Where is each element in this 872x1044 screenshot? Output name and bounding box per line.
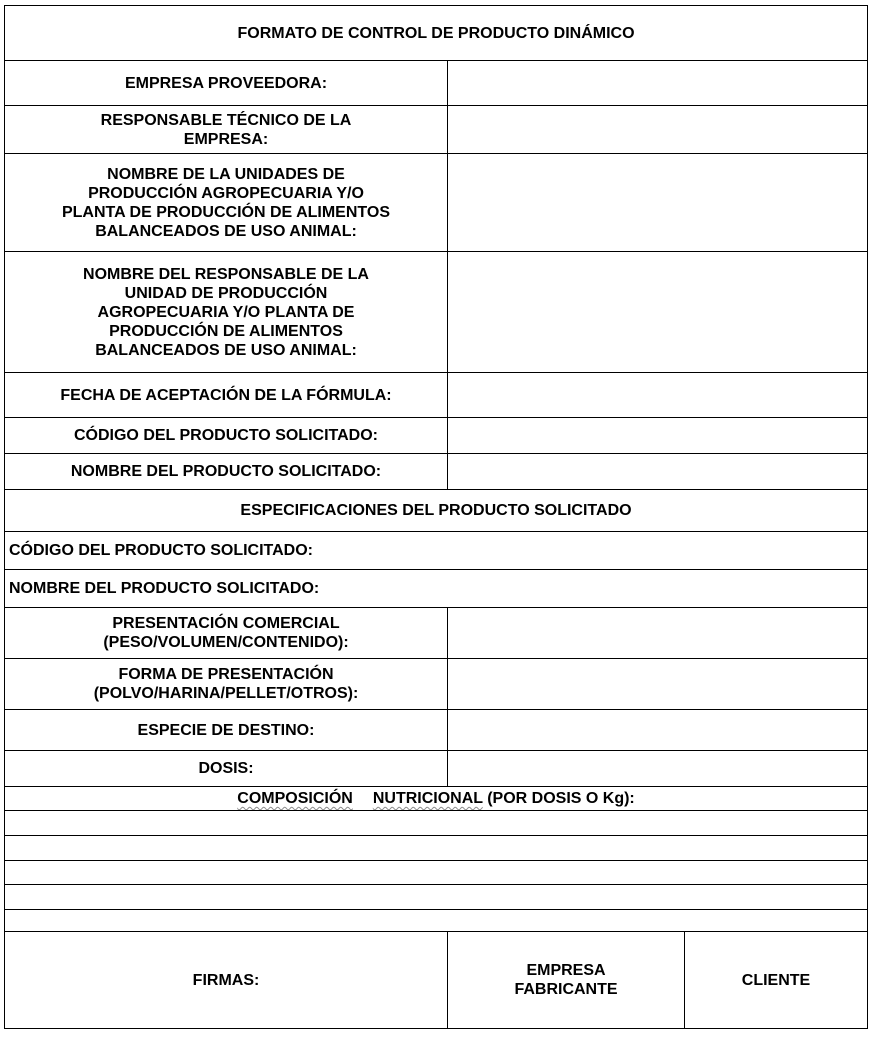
composition-line-5[interactable] bbox=[5, 910, 868, 932]
signatures-label: FIRMAS: bbox=[5, 932, 448, 1029]
label-nombre-unidades: NOMBRE DE LA UNIDADES DE PRODUCCIÓN AGROPECUARIA Y/O PLANTA DE PRODUCCIÓN DE ALIMENTOS BALANCEADOS DE USO ANIMAL: bbox=[5, 154, 448, 252]
signature-client[interactable]: CLIENTE bbox=[685, 932, 868, 1029]
composition-line-2[interactable] bbox=[5, 836, 868, 861]
value-responsable-tecnico[interactable] bbox=[448, 106, 868, 154]
value-fecha-aceptacion[interactable] bbox=[448, 373, 868, 418]
value-nombre-unidades[interactable] bbox=[448, 154, 868, 252]
label-responsable-tecnico: RESPONSABLE TÉCNICO DE LA EMPRESA: bbox=[5, 106, 448, 154]
label-nombre-responsable-unidad: NOMBRE DEL RESPONSABLE DE LA UNIDAD DE PRODUCCIÓN AGROPECUARIA Y/O PLANTA DE PRODUCCIÓN DE ALIMENTOS BALANCEADOS DE USO ANIMAL: bbox=[5, 252, 448, 373]
label-especie-destino: ESPECIE DE DESTINO: bbox=[5, 710, 448, 751]
composition-line-4[interactable] bbox=[5, 885, 868, 910]
value-dosis[interactable] bbox=[448, 751, 868, 787]
spec-name-label[interactable]: NOMBRE DEL PRODUCTO SOLICITADO: bbox=[5, 570, 868, 608]
composition-header: COMPOSICIÓN NUTRICIONAL (POR DOSIS O Kg): bbox=[5, 787, 868, 811]
spec-code-label[interactable]: CÓDIGO DEL PRODUCTO SOLICITADO: bbox=[5, 532, 868, 570]
value-forma-presentacion[interactable] bbox=[448, 659, 868, 710]
value-especie-destino[interactable] bbox=[448, 710, 868, 751]
label-fecha-aceptacion: FECHA DE ACEPTACIÓN DE LA FÓRMULA: bbox=[5, 373, 448, 418]
label-nombre-producto: NOMBRE DEL PRODUCTO SOLICITADO: bbox=[5, 454, 448, 490]
value-codigo-producto[interactable] bbox=[448, 418, 868, 454]
composition-line-1[interactable] bbox=[5, 811, 868, 836]
label-forma-presentacion: FORMA DE PRESENTACIÓN (POLVO/HARINA/PELLET/OTROS): bbox=[5, 659, 448, 710]
label-empresa-proveedora: EMPRESA PROVEEDORA: bbox=[5, 61, 448, 106]
value-nombre-responsable-unidad[interactable] bbox=[448, 252, 868, 373]
specs-header: ESPECIFICACIONES DEL PRODUCTO SOLICITADO bbox=[5, 490, 868, 532]
value-nombre-producto[interactable] bbox=[448, 454, 868, 490]
label-codigo-producto: CÓDIGO DEL PRODUCTO SOLICITADO: bbox=[5, 418, 448, 454]
form-title: FORMATO DE CONTROL DE PRODUCTO DINÁMICO bbox=[5, 6, 868, 61]
label-dosis: DOSIS: bbox=[5, 751, 448, 787]
label-presentacion-comercial: PRESENTACIÓN COMERCIAL (PESO/VOLUMEN/CONTENIDO): bbox=[5, 608, 448, 659]
value-empresa-proveedora[interactable] bbox=[448, 61, 868, 106]
composition-line-3[interactable] bbox=[5, 861, 868, 885]
control-form-table bbox=[4, 5, 868, 1029]
value-presentacion-comercial[interactable] bbox=[448, 608, 868, 659]
signature-manufacturer[interactable]: EMPRESA FABRICANTE bbox=[448, 932, 685, 1029]
